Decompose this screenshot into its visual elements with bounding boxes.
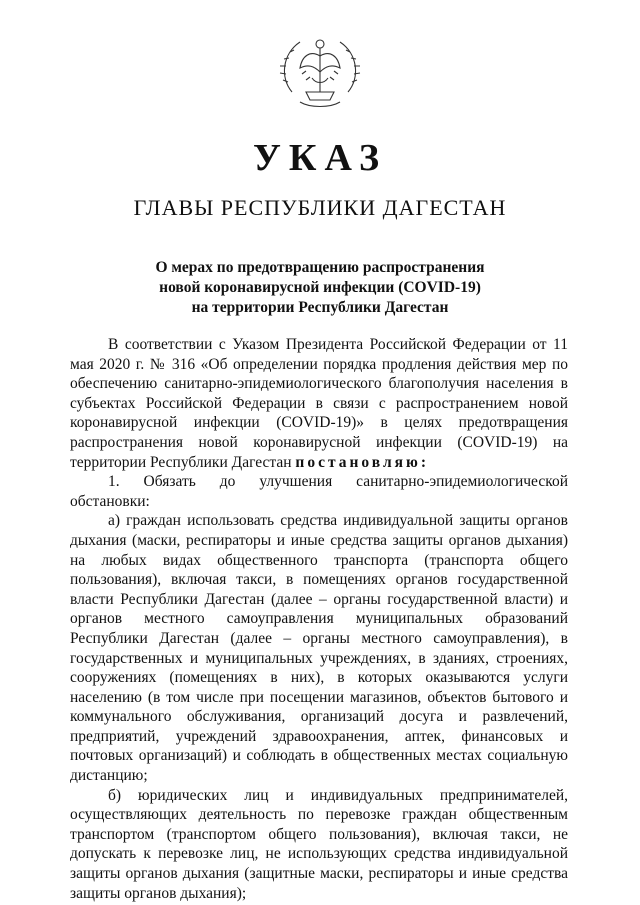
document-title: УКАЗ: [253, 137, 387, 179]
document-subtitle: ГЛАВЫ РЕСПУБЛИКИ ДАГЕСТАН: [133, 195, 507, 220]
heading-line: О мерах по предотвращению распространения: [155, 259, 485, 276]
heading-line: новой коронавирусной инфекции (COVID-19): [159, 279, 481, 296]
heading-line: на территории Республики Дагестан: [191, 299, 449, 316]
decree-word: постановляю:: [295, 453, 430, 471]
item-1b-paragraph: б) юридических лиц и индивидуальных предпринимателей, осуществляющих деятельность по перевозке граждан общественным транспортом (транспортом общего пользования), включая такси, не допускать к перевозке лиц, не использующих средства индивидуальной защиты органов дыхания (защитные маски, респираторы и иные средства защиты органов дыхания);: [70, 786, 568, 902]
intro-paragraph: [70, 335, 568, 472]
coat-of-arms-emblem: [272, 30, 368, 114]
item-1a-paragraph: а) граждан использовать средства индивидуальной защиты органов дыхания (маски, респираторы и иные средства защиты органов дыхания) на любых видах общественного транспорта (транспорта общего пользования), включая такси, в помещениях органов государственной власти Республики Дагестан (далее – органы государственной власти) и органов местного самоуправления муниципальных образований Республики Дагестан (далее – органы местного самоуправления), в государственных и муниципальных учреждениях, в зданиях, строениях, сооружениях (помещениях в них), в которых оказываются услуги населению (в том числе при посещении магазинов, объектов бытового и коммунального обслуживания, организаций досуга и развлечений, предприятий, учреждений здравоохранения, аптек, финансовых и почтовых организаций) и соблюдать в общественных местах социальную дистанцию;: [70, 512, 568, 785]
decree-body: [70, 335, 568, 903]
item-1-paragraph: 1. Обязать до улучшения санитарно-эпидемиологической обстановки:: [70, 473, 568, 510]
intro-text: В соответствии с Указом Президента Российской Федерации от 11 мая 2020 г. № 316 «Об определении порядка продления действия мер по обеспечению санитарно-эпидемиологического благополучия населения в субъектах Российской Федерации в связи с распространением новой коронавирусной инфекции (COVID-19)» в целях предотвращения распространения новой коронавирусной инфекции (COVID-19) на территории Республики Дагестан: [70, 336, 568, 471]
decree-heading: [0, 258, 640, 318]
